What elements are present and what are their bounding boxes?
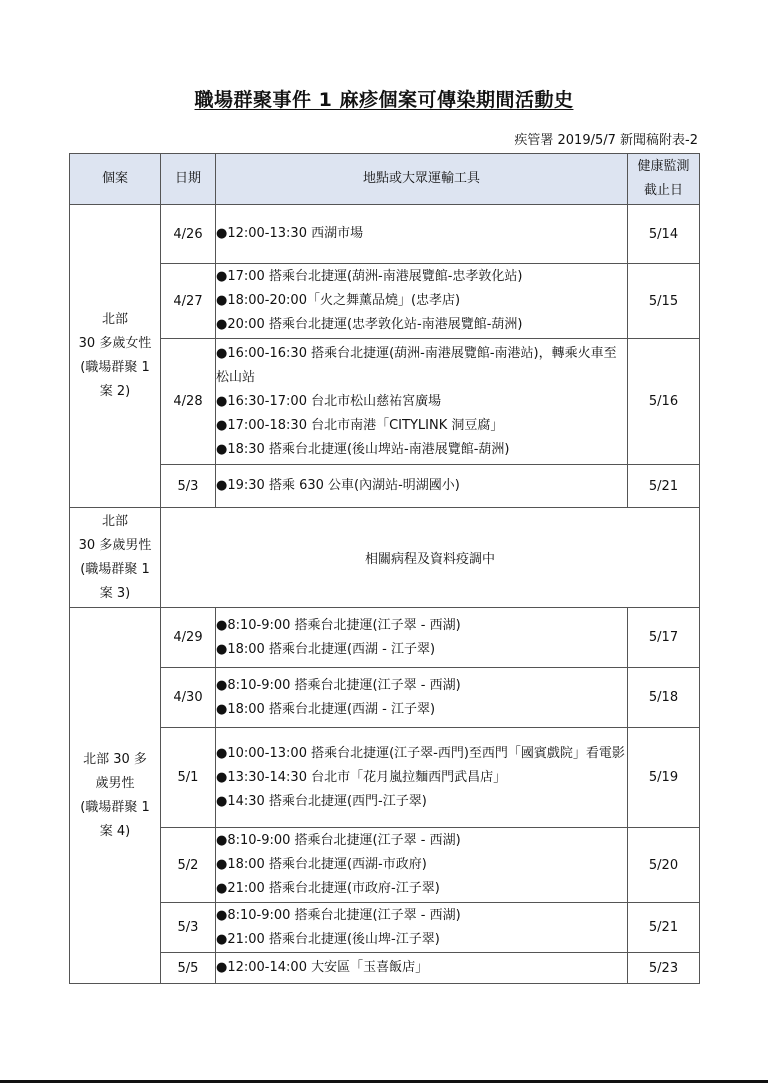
- case-label-line: 案 3): [99, 585, 131, 601]
- monitor-end-date: 5/23: [628, 953, 700, 984]
- date-cell: 5/5: [161, 953, 216, 984]
- activity-item: ●18:00-20:00「火之舞薰品燒」(忠孝店): [216, 293, 461, 308]
- monitor-end-date: 5/15: [628, 264, 700, 339]
- table-row: [70, 608, 700, 668]
- activity-item: ●17:00-18:30 台北市南港「CITYLINK 洞豆腐」: [216, 417, 504, 433]
- date-cell: 4/28: [161, 339, 216, 465]
- activity-item: ●13:30-14:30 台北市「花月嵐拉麵西門武昌店」: [216, 769, 507, 785]
- activities-cell: [216, 668, 628, 728]
- table-row: [70, 668, 700, 728]
- table-row: [70, 264, 700, 339]
- case-label-cell: [70, 608, 161, 984]
- activity-item: ●18:00 搭乘台北捷運(西湖 - 江子翠): [216, 701, 436, 717]
- activity-item: ●10:00-13:00 搭乘台北捷運(江子翠-西門)至西門「國賓戲院」看電影: [216, 745, 625, 761]
- case-label-line: 30 多歲女性: [78, 336, 152, 351]
- monitor-end-date: 5/16: [628, 339, 700, 465]
- date-cell: 5/2: [161, 828, 216, 903]
- activities-cell: [216, 205, 628, 264]
- monitor-end-date: 5/21: [628, 465, 700, 508]
- activity-item: ●19:30 搭乘 630 公車(內湖站-明湖國小): [216, 478, 460, 493]
- case-label-line: 歲男性: [95, 775, 135, 791]
- table-row: [70, 828, 700, 903]
- activity-item: ●8:10-9:00 搭乘台北捷運(江子翠 - 西湖): [216, 617, 461, 633]
- activities-cell: [216, 264, 628, 339]
- activities-cell: [216, 339, 628, 465]
- table-row: [70, 465, 700, 508]
- activities-cell: [216, 728, 628, 828]
- activity-item: ●20:00 搭乘台北捷運(忠孝敦化站-南港展覽館-葫洲): [216, 317, 523, 332]
- date-cell: 4/29: [161, 608, 216, 668]
- activity-item: ●8:10-9:00 搭乘台北捷運(江子翠 - 西湖): [216, 907, 461, 923]
- activity-item: ●18:00 搭乘台北捷運(西湖 - 江子翠): [216, 641, 436, 657]
- document-subtitle: 疾管署 2019/5/7 新聞稿附表-2: [514, 133, 698, 148]
- table-row: [70, 339, 700, 465]
- activity-item: ●16:30-17:00 台北市松山慈祐宮廣場: [216, 393, 442, 409]
- monitor-end-date: 5/17: [628, 608, 700, 668]
- date-cell: 4/26: [161, 205, 216, 264]
- activity-item: ●21:00 搭乘台北捷運(市政府-江子翠): [216, 881, 440, 896]
- table-row: [70, 205, 700, 264]
- header-end-date: [628, 154, 700, 205]
- case-label-line: (職場群聚 1: [80, 360, 150, 375]
- monitor-end-date: 5/18: [628, 668, 700, 728]
- case-label-line: 案 2): [99, 384, 131, 399]
- header-end-date-line2: 截止日: [643, 183, 683, 198]
- case-label-line: 北部: [101, 312, 128, 327]
- case-label-cell: [70, 205, 161, 508]
- header-date: 日期: [161, 154, 216, 205]
- activity-item: ●18:00 搭乘台北捷運(西湖-市政府): [216, 857, 427, 872]
- activity-item: ●14:30 搭乘台北捷運(西門-江子翠): [216, 793, 427, 809]
- activity-item: ●12:00-14:00 大安區「玉喜飯店」: [216, 960, 429, 975]
- activities-cell: [216, 608, 628, 668]
- activity-item: ●12:00-13:30 西湖市場: [216, 226, 364, 241]
- case-label-cell: [70, 508, 161, 608]
- header-end-date-line1: 健康監測: [637, 159, 690, 174]
- activities-cell: [216, 953, 628, 984]
- table-header-row: [70, 154, 700, 205]
- case-label-line: (職場群聚 1: [80, 799, 150, 815]
- activities-cell: [216, 828, 628, 903]
- case-label-line: (職場群聚 1: [80, 561, 150, 577]
- header-location: 地點或大眾運輸工具: [216, 154, 628, 205]
- activities-cell: [216, 903, 628, 953]
- case-label-line: 北部: [101, 513, 128, 529]
- activity-item: ●17:00 搭乘台北捷運(葫洲-南港展覽館-忠孝敦化站): [216, 269, 523, 284]
- date-cell: 5/1: [161, 728, 216, 828]
- table-row: [70, 903, 700, 953]
- activity-item: ●16:00-16:30 搭乘台北捷運(葫洲-南港展覽館-南港站)，轉乘火車至松山站: [216, 345, 617, 385]
- case-label-line: 30 多歲男性: [78, 537, 152, 553]
- activity-table: [69, 153, 700, 984]
- page-title: 職場群聚事件 1 麻疹個案可傳染期間活動史: [194, 89, 574, 111]
- date-cell: 4/30: [161, 668, 216, 728]
- date-cell: 5/3: [161, 903, 216, 953]
- date-cell: 5/3: [161, 465, 216, 508]
- table-row: [70, 508, 700, 608]
- monitor-end-date: 5/14: [628, 205, 700, 264]
- case-label-line: 北部 30 多: [83, 751, 147, 767]
- monitor-end-date: 5/21: [628, 903, 700, 953]
- header-case: 個案: [70, 154, 161, 205]
- case-label-line: 案 4): [99, 823, 131, 839]
- table-row: [70, 953, 700, 984]
- monitor-end-date: 5/20: [628, 828, 700, 903]
- pending-note: 相關病程及資料疫調中: [161, 508, 700, 608]
- activities-cell: [216, 465, 628, 508]
- activity-item: ●18:30 搭乘台北捷運(後山埤站-南港展覽館-葫洲): [216, 441, 510, 457]
- table-row: [70, 728, 700, 828]
- activity-item: ●8:10-9:00 搭乘台北捷運(江子翠 - 西湖): [216, 677, 461, 693]
- monitor-end-date: 5/19: [628, 728, 700, 828]
- activity-item: ●21:00 搭乘台北捷運(後山埤-江子翠): [216, 931, 440, 947]
- date-cell: 4/27: [161, 264, 216, 339]
- activity-item: ●8:10-9:00 搭乘台北捷運(江子翠 - 西湖): [216, 833, 461, 848]
